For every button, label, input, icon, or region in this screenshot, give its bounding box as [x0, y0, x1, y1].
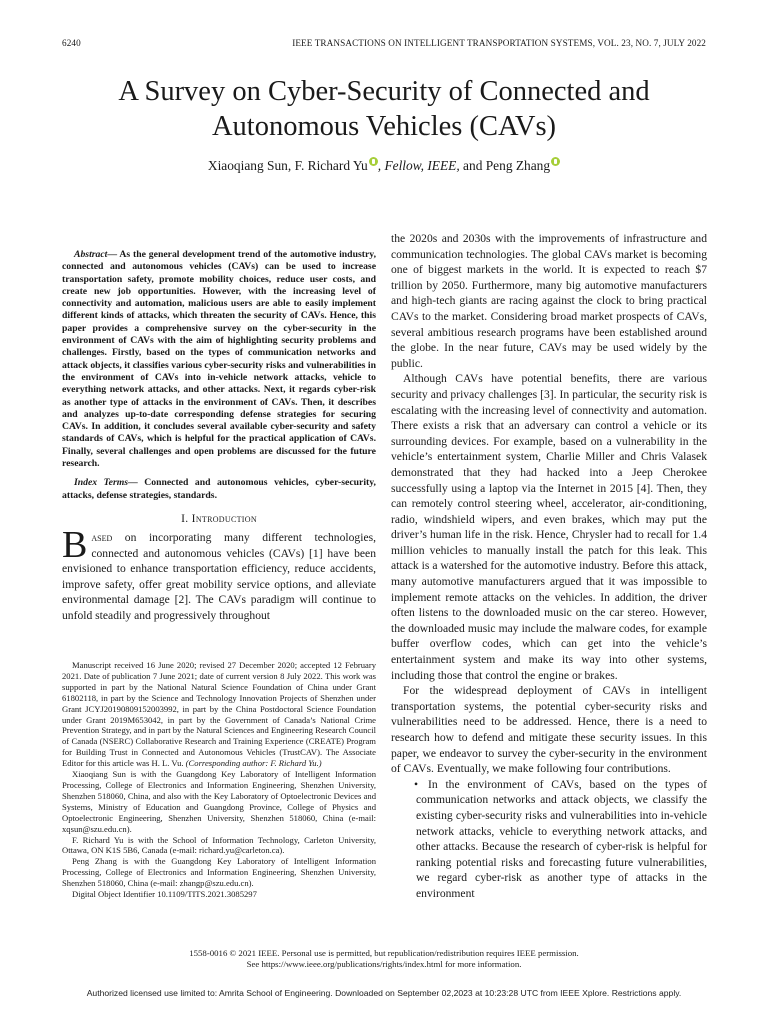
index-terms-text: — Connected and autonomous vehicles, cyber-security, attacks, defense strategies, standards. [62, 477, 376, 501]
footnote [62, 660, 376, 900]
author-line [60, 157, 708, 174]
license-footer: Authorized licensed use limited to: Amrita School of Engineering. Downloaded on September 02,2023 at 10:23:28 UTC from IEEE Xplore. Restrictions apply. [86, 988, 682, 998]
section-title: Introduction [191, 511, 257, 525]
journal-info: IEEE TRANSACTIONS ON INTELLIGENT TRANSPORTATION SYSTEMS, VOL. 23, NO. 7, JULY 2022 [292, 38, 706, 48]
right-column [391, 231, 707, 902]
page-header [62, 38, 706, 52]
orcid-icon[interactable] [551, 157, 560, 166]
author-names: Xiaoqiang Sun, F. Richard Yu [207, 158, 368, 173]
index-terms-label: Index Terms [74, 477, 129, 489]
footnote-manuscript-text: Manuscript received 16 June 2020; revised 27 December 2020; accepted 12 February 2021. Date of publication 7 June 2021; date of current version 8 July 2022. This work was supported in part by the National Natural Science Foundation of China under Grant 61802118, in part by the Science and Technology Innovation Projects of Shenzhen under Grant JCYJ20190809152003992, in part by the China Postdoctoral Science Foundation under Grant 2019M653042, in part by the Government of Canada’s National Crime Prevention Strategy, and in part by the Natural Sciences and Engineering Research Council of Canada (NSERC) Collaborative Research and Training Experience (CREATE) Program for Building Trust in Connected and Autonomous Vehicles (TrustCAV). The Associate Editor for this article was H. L. Vu. [62, 660, 376, 769]
author-names-2: and Peng Zhang [459, 158, 551, 173]
intro-small-caps: ased [91, 530, 113, 544]
body-paragraph: the 2020s and 2030s with the improvements of infrastructure and communication technologies. The global CAVs market is becoming one of biggest markets in the world. It is expected to reach $7 trillion by 2050. Furthermore, many big automotive manufacturers and high-tech giants are racing against the clock to bring practical CAVs to the market. Considering broad market prospects of CAVs, several ambitious research programs have been established around the globe. In the near future, CAVs may be used widely by the public. [391, 232, 707, 370]
abstract-label: Abstract [74, 249, 108, 260]
intro-paragraph [62, 523, 376, 624]
index-terms [62, 477, 376, 502]
fellow-designation: , Fellow, IEEE, [377, 158, 460, 173]
corresponding-author: (Corresponding author: F. Richard Yu.) [183, 758, 322, 769]
rights-link[interactable]: See https://www.ieee.org/publications/rights/index.html for more information. [246, 959, 522, 969]
intro-text: on incorporating many different technologies, connected and autonomous vehicles (CAVs) [1] have been envisioned to enhance transportation efficiency, reduce accidents, improve safety, offer great mobility service options, and alleviate environmental damage [2]. The CAVs paradigm will continue to unfold steadily and progressively throughout [62, 530, 376, 622]
body-paragraph: Although CAVs have potential benefits, there are various security and privacy challenges [3]. In particular, the security risk is escalating with the increasing level of connectivity and automation. There exists a risk that an adversary can control a vehicle or its surrounding devices. For example, based on a vulnerability in the vehicle’s entertainment system, Charlie Miller and Chris Valasek demonstrated that they had hacked into a Jeep Cherokee successfully using a laptop via the Internet in 2015 [4]. Then, they can remotely control steering wheel, accelerator, air-conditioning, radio, windshield wipers, and even brakes, which may put the driver’s human life in the risk. Hence, Chrysler had to recall for 1.4 million vehicles to manually install the patch for this leak. This attack is a watershed for the automotive industry. Before this attack, many automotive manufacturers argued that it was impossible to implement remote attacks on the vehicles. In addition, the driver often listens to the downloaded music on the car stereo. However, the downloaded music may include the malware codes, for example buffer overflow codes, which can get into the vehicle’s entertainment system and make its way into other systems, including those that control the engine or brakes. [391, 372, 707, 682]
footnote-affiliation-3: Peng Zhang is with the Guangdong Key Laboratory of Intelligent Information Processing, College of Electronics and Information Engineering, Shenzhen University, Shenzhen 518060, China (e-mail: zhangp@szu.edu.cn). [62, 856, 376, 889]
bullet-text: In the environment of CAVs, based on the types of communication networks and attack objects, we classify the existing cyber-security risks and vulnerabilities into in-vehicle network attacks, vehicle to everything network attacks, and other attacks. Because the research of cyber-risk is helpful for ranking potential risks and forecasting future vulnerabilities, we regard cyber-risk as another type of attacks in the environment [416, 777, 707, 900]
drop-cap: B [62, 523, 88, 566]
page-number: 6240 [62, 38, 81, 48]
left-column [62, 249, 376, 624]
footnote-affiliation-2: F. Richard Yu is with the School of Information Technology, Carleton University, Ottawa, ON K1S 5B6, Canada (e-mail: richard.yu@carleton.ca). [62, 834, 376, 856]
orcid-icon[interactable] [369, 157, 378, 166]
doi: Digital Object Identifier 10.1109/TITS.2021.3085297 [72, 889, 257, 900]
footnote-manuscript [62, 660, 376, 769]
footnote-affiliation-1: Xiaoqiang Sun is with the Guangdong Key Laboratory of Intelligent Information Processing, College of Electronics and Information Engineering, Shenzhen University, Shenzhen 518060, China, and also with the Key Laboratory of Optoelectronic Devices and Systems, Ministry of Education and Guangdong Province, College of Physics and Optoelectronic Engineering, Shenzhen University, Shenzhen 518060, China (e-mail: xqsun@szu.edu.cn). [62, 769, 376, 834]
abstract [62, 249, 376, 470]
paper-title: A Survey on Cyber-Security of Connected and Autonomous Vehicles (CAVs) [118, 76, 650, 142]
contribution-bullet [391, 777, 707, 902]
copyright-line: 1558-0016 © 2021 IEEE. Personal use is permitted, but republication/redistribution requires IEEE permission. [189, 948, 579, 958]
section-heading [62, 511, 376, 526]
section-number: I. [181, 511, 192, 525]
body-paragraph: For the widespread deployment of CAVs in intelligent transportation systems, the potential cyber-security risks and vulnerabilities need to be addressed. Hence, there is a need to research how to defend and mitigate these security issues. In this paper, we endeavor to survey the cyber-security in the environment of CAVs. Eventually, we make following four contributions. [391, 684, 707, 776]
abstract-text: — As the general development trend of the automotive industry, connected and autonomous vehicles (CAVs) can be used to increase transportation safety, promote mobility choices, reduce user costs, and create new job opportunities. However, with the increasing level of connectivity and automation, malicious users are able to easily implement different kinds of attacks, which threaten the security of CAVs. Hence, this paper provides a comprehensive survey on the cyber-security in the environment of CAVs with the aim of highlighting security problems and challenges. Firstly, based on the types of communication networks and attack objects, it classifies various cyber-security risks and vulnerabilities in the environment of CAVs into in-vehicle network attacks, vehicle to everything network attacks, and other attacks. Next, it regards cyber-risk as another type of attacks in the environment of CAVs. Then, it describes and analyzes up-to-date corresponding defense strategies for securing CAVs. In addition, it concludes several available cyber-security and safety standards of CAVs, which is helpful for the practical application of CAVs. Finally, several challenges and open problems are discussed for the future research. [62, 249, 376, 470]
bullet-icon: • [414, 777, 419, 791]
copyright-notice [62, 948, 706, 970]
